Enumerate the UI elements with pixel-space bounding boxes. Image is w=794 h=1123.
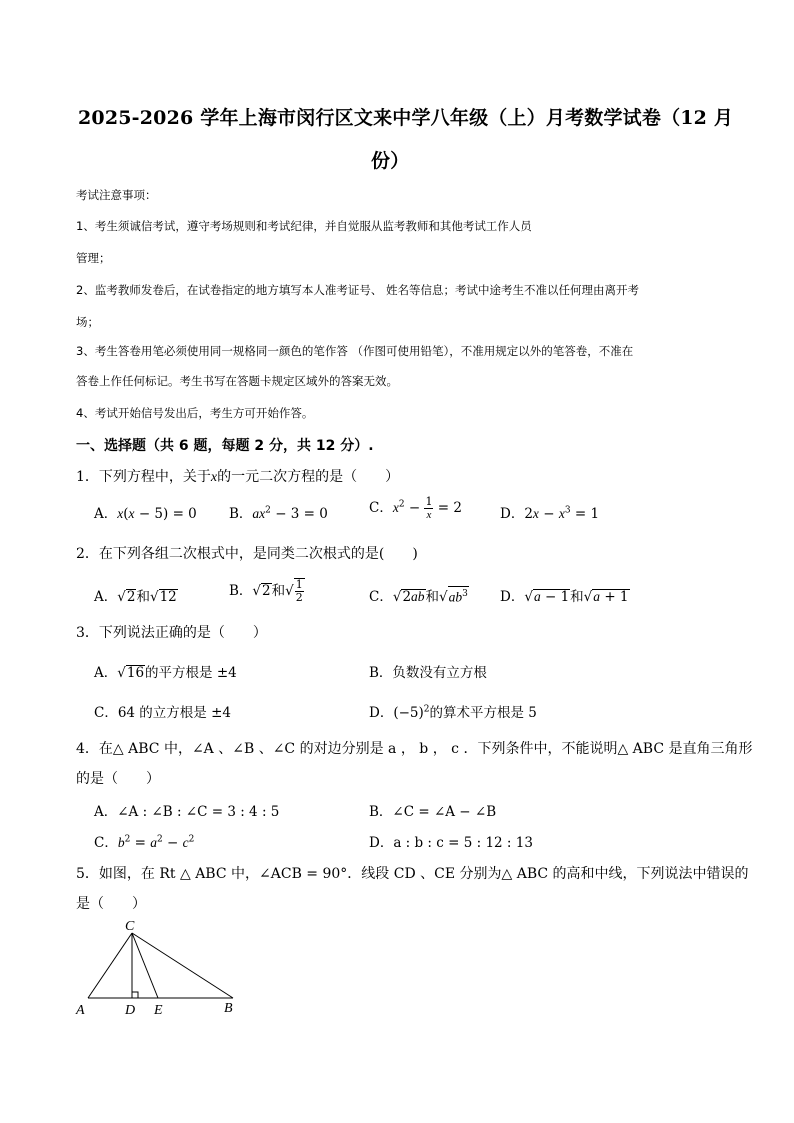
- label-a: A: [76, 1003, 85, 1018]
- triangle-figure: [70, 915, 250, 1025]
- question-1-option-d: D．$2x - x^3 = 1$: [500, 505, 600, 522]
- label-e: E: [154, 1003, 163, 1018]
- question-4-option-d: D．a : b : c = 5 : 12 : 13: [369, 835, 533, 851]
- segment-ce: [132, 933, 158, 998]
- question-5-stem: 5．如图，在 Rt △ ABC 中，∠ACB = 90°．线段 CD 、CE 分别为△ ABC 的高和中线，下列说法中错误的: [76, 866, 749, 882]
- notice-item: 3、考生答卷用笔必须使用同一规格同一颜色的笔作答 （作图可使用铅笔），不准用规定以外的笔答卷，不准在: [76, 344, 634, 358]
- label-b: B: [224, 1001, 233, 1016]
- notice-item: 2、监考教师发卷后，在试卷指定的地方填写本人准考证号、 姓名等信息；考试中途考生不准以任何理由离开考: [76, 283, 639, 297]
- question-1-option-c: C．$x^2$ − $\frac{1}{x}$ = 2: [369, 495, 462, 521]
- notice-item: 管理；: [76, 251, 111, 265]
- page-title: 2025-2026 学年上海市闵行区文来中学八年级（上）月考数学试卷（12 月: [78, 107, 734, 129]
- question-4-stem: 4．在△ ABC 中，∠A 、∠B 、∠C 的对边分别是 a ， b ， c ．下列条件中，不能说明△ ABC 是直角三角形: [76, 741, 753, 757]
- notice-item: 4、考试开始信号发出后，考生方可开始作答。: [76, 406, 314, 420]
- question-1-stem: 1．下列方程中，关于x的一元二次方程的是（ ）: [76, 469, 400, 485]
- question-2-option-a: A．√2和√12: [94, 589, 177, 605]
- right-angle-mark: [132, 992, 138, 998]
- question-3-option-a: A．√16的平方根是 ±4: [94, 665, 237, 681]
- question-3-option-b: B．负数没有立方根: [369, 665, 487, 681]
- question-4-stem-continued: 的是（ ）: [76, 771, 160, 787]
- notice-item: 1、考生须诚信考试，遵守考场规则和考试纪律，并自觉服从监考教师和其他考试工作人员: [76, 219, 532, 233]
- label-c: C: [125, 919, 135, 934]
- label-d: D: [125, 1003, 136, 1018]
- question-4-option-a: A．∠A : ∠B : ∠C = 3 : 4 : 5: [94, 804, 280, 820]
- notice-item: 答卷上作任何标记。考生书写在答题卡规定区域外的答案无效。: [76, 374, 398, 388]
- segment-ca: [88, 933, 132, 998]
- question-3-option-c: C．64 的立方根是 ±4: [94, 705, 231, 721]
- question-1-option-a: A．x(x − 5) = 0: [94, 506, 197, 522]
- notice-item: 场；: [76, 315, 99, 329]
- segment-cb: [132, 933, 233, 998]
- question-1-option-b: B．$ax^2 - 3 = 0$: [229, 505, 328, 522]
- question-2-option-d: D．√a − 1和√a + 1: [500, 589, 629, 605]
- question-4-option-b: B．∠C = ∠A − ∠B: [369, 804, 497, 820]
- question-2-stem: 2．在下列各组二次根式中，是同类二次根式的是( ): [76, 546, 418, 562]
- section-heading: 一、选择题（共 6 题，每题 2 分，共 12 分）.: [76, 438, 374, 454]
- page-title-continued: 份）: [371, 150, 410, 172]
- question-2-option-b: B．√2和√ $\frac{1}{2}$: [229, 578, 303, 604]
- notice-heading: 考试注意事项：: [76, 188, 157, 202]
- question-3-option-d: D．$(-5)^2$的算术平方根是 5: [369, 704, 537, 721]
- question-3-stem: 3．下列说法正确的是（ ）: [76, 625, 267, 641]
- question-4-option-c: C．$b^2 = a^2 - c^2$: [94, 834, 195, 851]
- question-5-stem-continued: 是（ ）: [76, 896, 146, 912]
- question-2-option-c: C．√2ab和$√ab^3$: [369, 585, 469, 605]
